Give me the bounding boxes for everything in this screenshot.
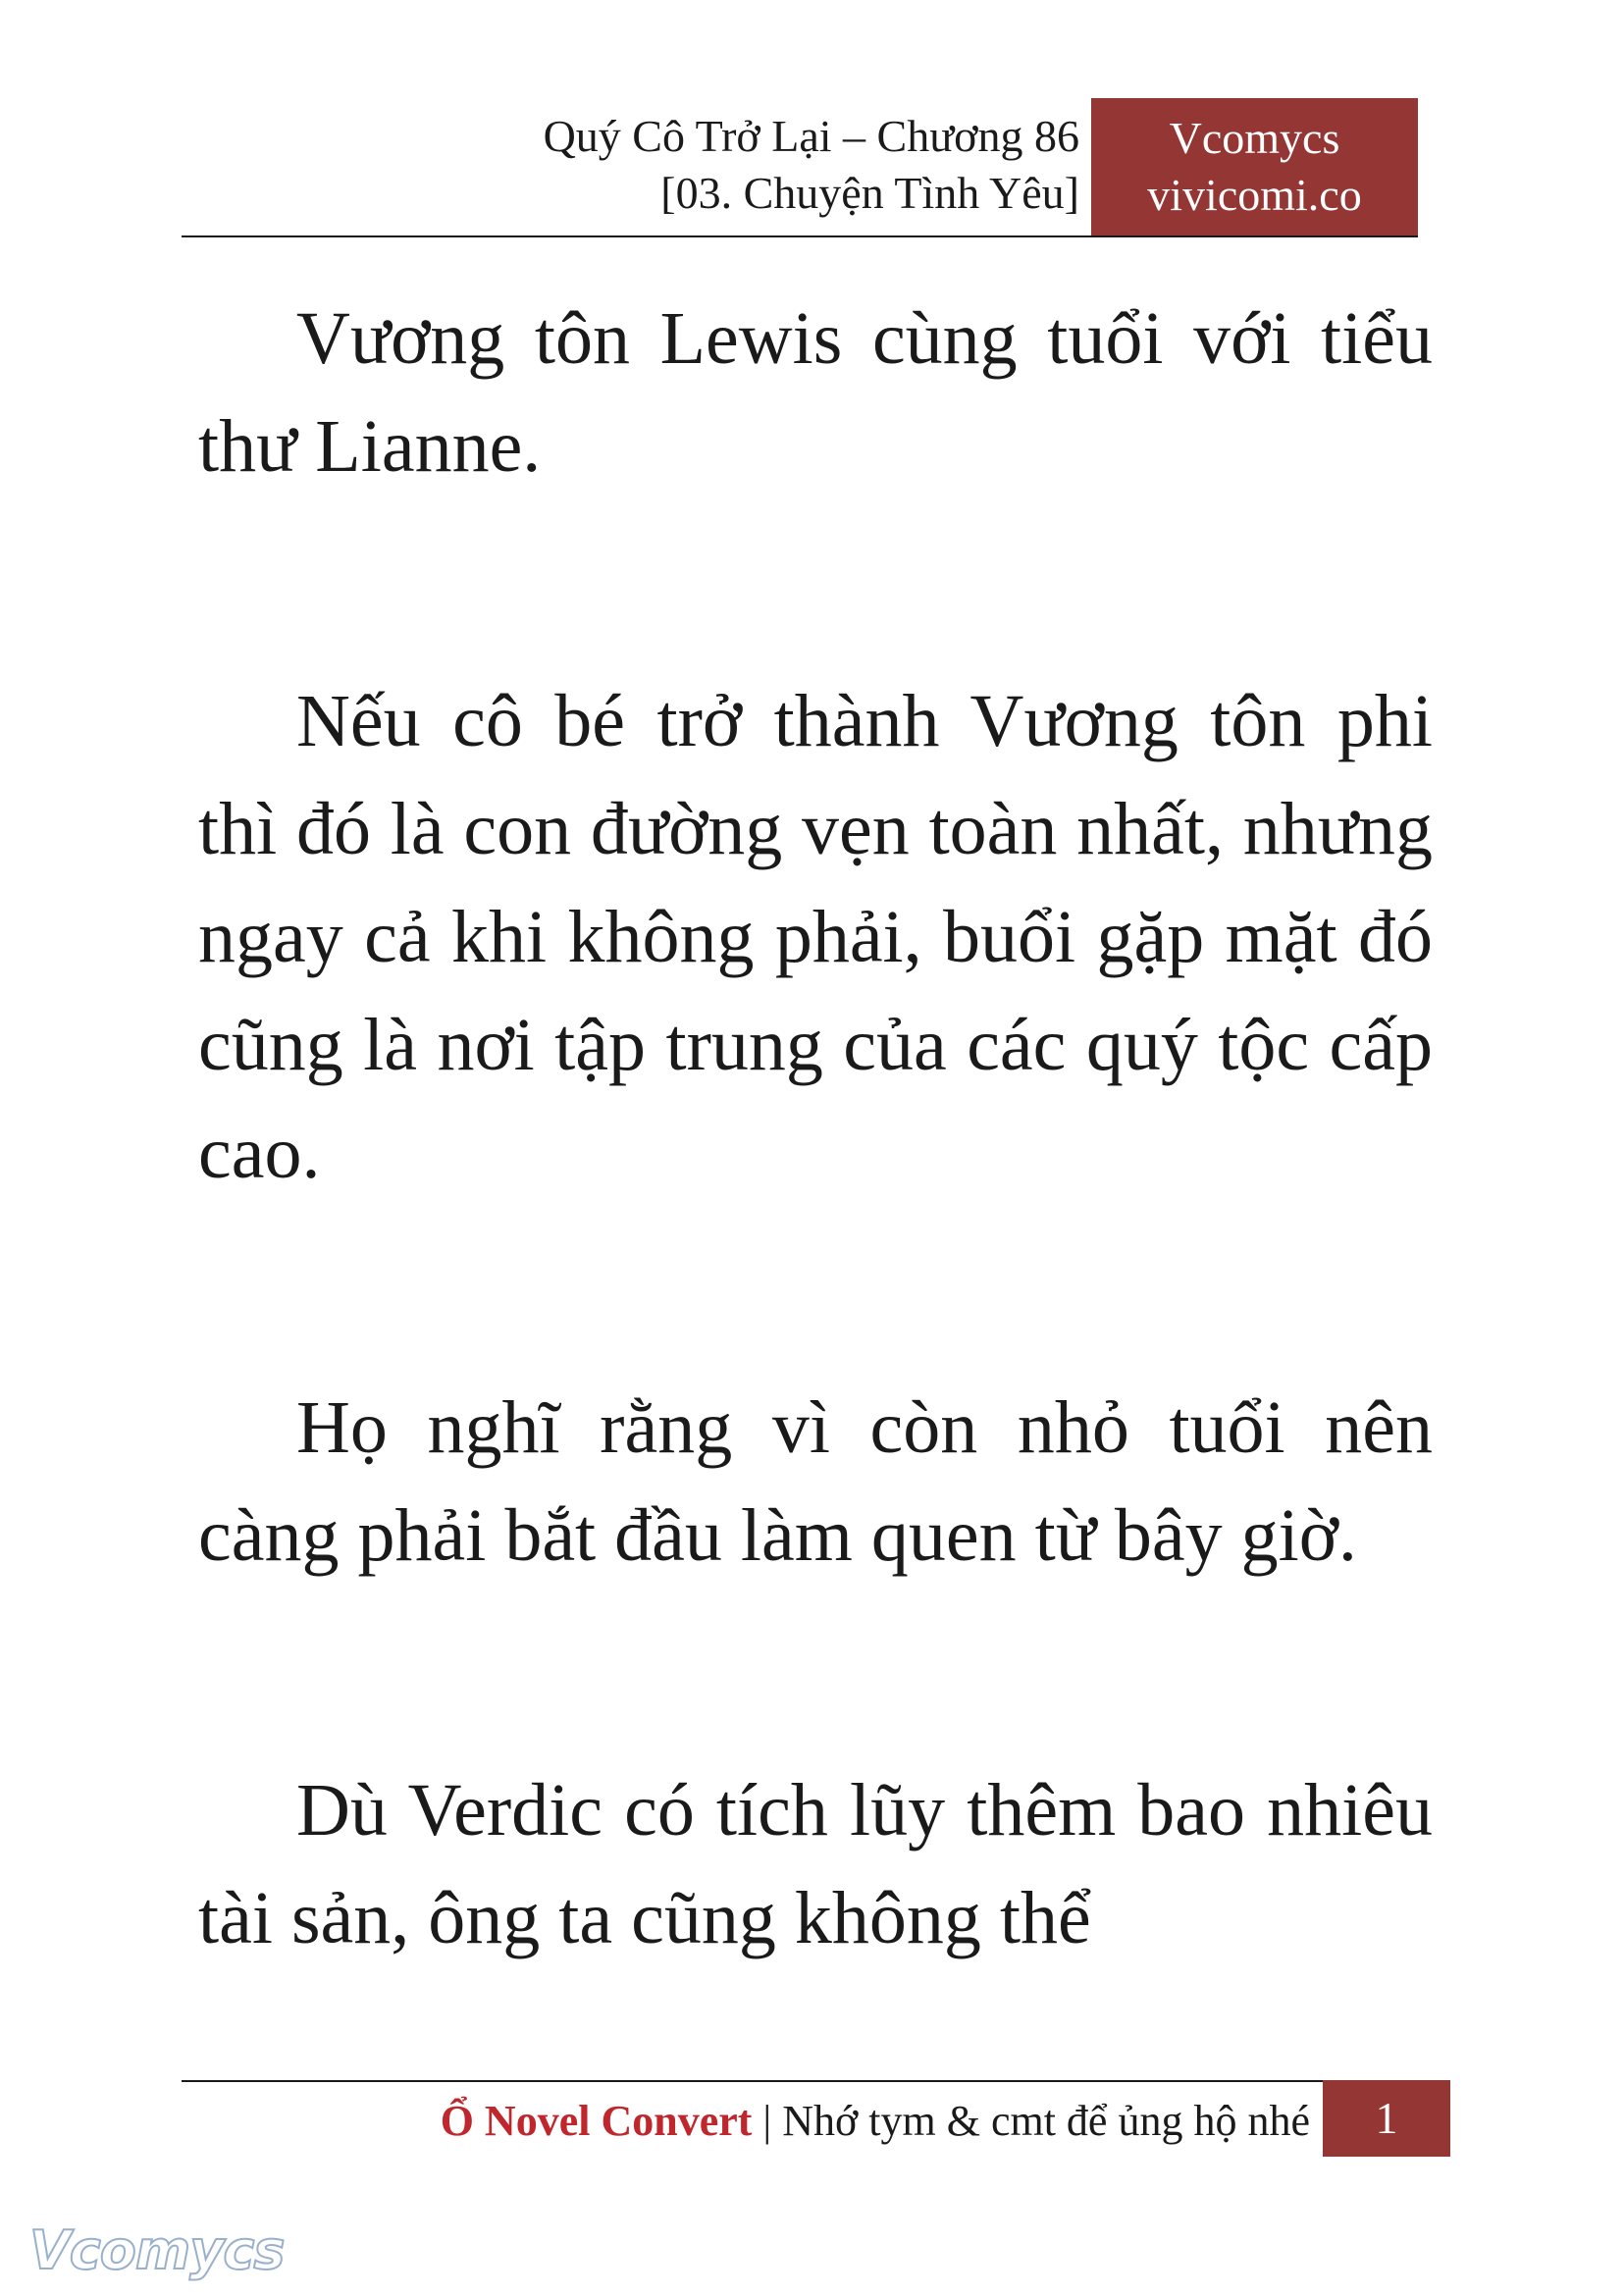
paragraph-1: Vương tôn Lewis cùng tuổi với tiểu thư Lianne. [198,297,1433,488]
chapter-title: Quý Cô Trở Lại – Chương 86 [543,111,1079,161]
footer-text [182,2092,1310,2151]
brand-name: Vcomycs [1169,113,1340,163]
paragraph-4: Dù Verdic có tích lũy thêm bao nhiêu tài sản, ông ta cũng không thể [198,1769,1433,1959]
footer-separator: | [752,2097,783,2145]
paragraph-2: Nếu cô bé trở thành Vương tôn phi thì đó là con đường vẹn toàn nhất, nhưng ngay cả khi không phải, buổi gặp mặt đó cũng là nơi tập trung của các quý tộc cấp cao. [198,680,1433,1194]
brand-box [1091,98,1418,237]
page-content [198,285,1433,2139]
header-title [177,108,1079,222]
chapter-subtitle: [03. Chuyện Tình Yêu] [660,168,1079,218]
header-divider [182,235,1418,237]
brand-url: vivicomi.co [1147,170,1362,220]
footer-divider [182,2080,1449,2082]
watermark-logo: Vcomycs [29,2219,285,2281]
footer-brand: Ổ Novel Convert [440,2097,753,2145]
paragraph-3: Họ nghĩ rằng vì còn nhỏ tuổi nên càng phải bắt đầu làm quen từ bây giờ. [198,1386,1433,1577]
page-number: 1 [1323,2080,1450,2157]
footer-note: Nhớ tym & cmt để ủng hộ nhé [782,2097,1310,2145]
